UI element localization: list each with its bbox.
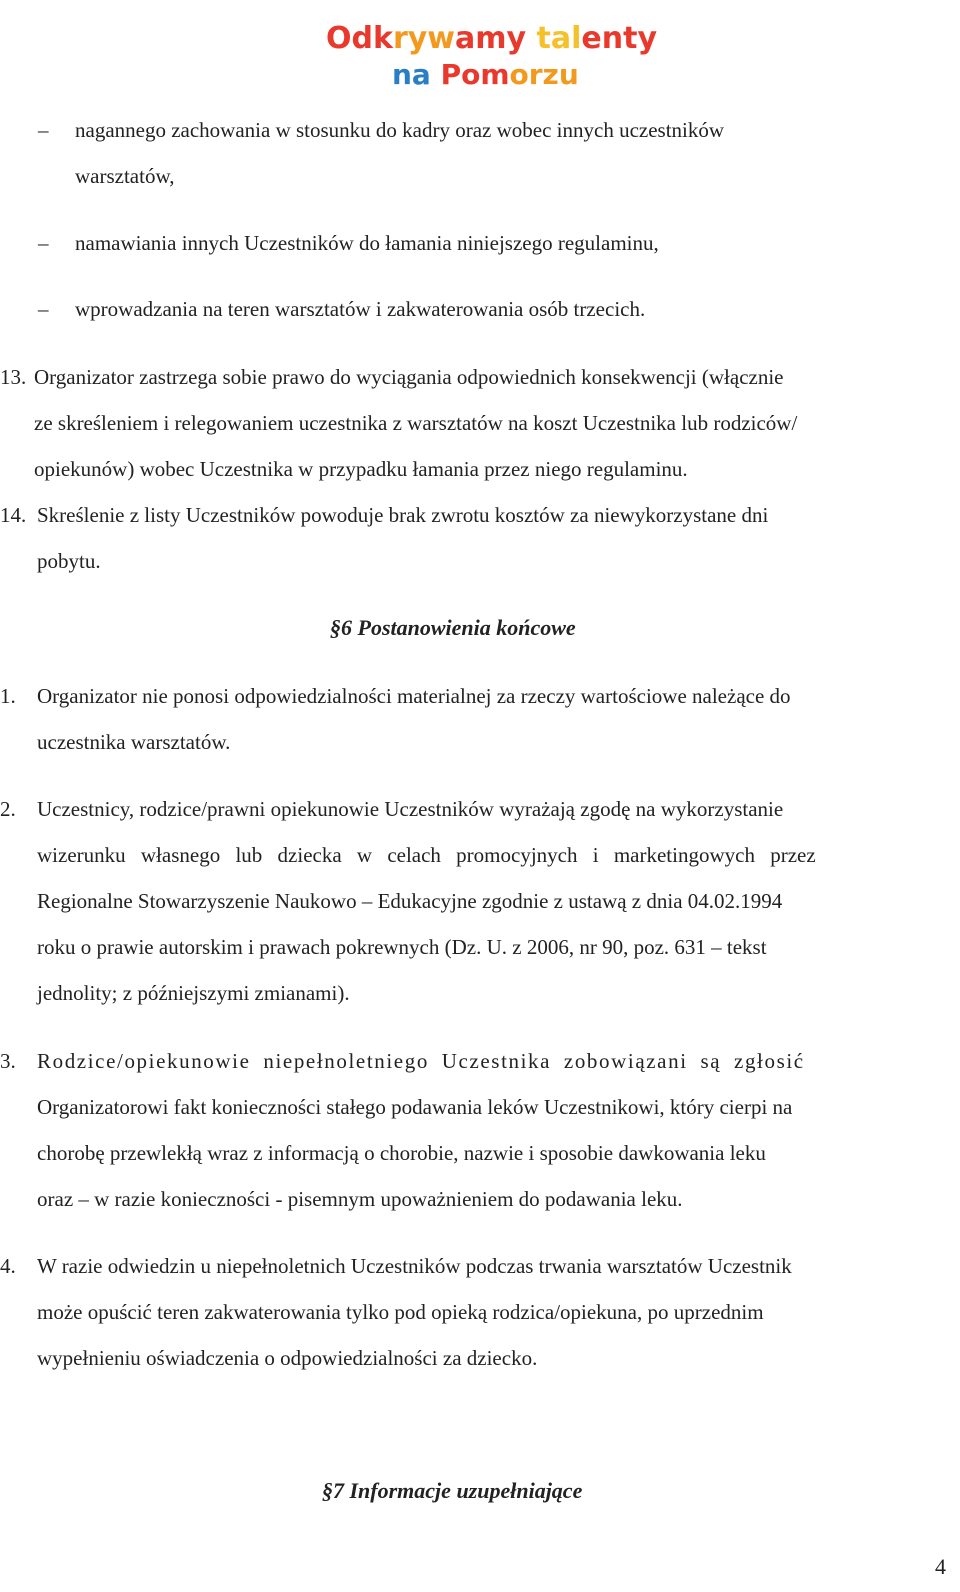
- s6-item-3-line-3: chorobę przewlekłą wraz z informacją o chorobie, nazwie i sposobie dawkowania leku: [37, 1141, 766, 1165]
- s6-item-2-line-1: Uczestnicy, rodzice/prawni opiekunowie Uczestników wyrażają zgodę na wykorzystanie: [37, 797, 784, 821]
- item-13-line-3: opiekunów) wobec Uczestnika w przypadku łamania przez niego regulaminu.: [34, 457, 688, 481]
- section-7-heading: §7 Informacje uzupełniające: [322, 1478, 583, 1503]
- item-14-line-1: Skreślenie z listy Uczestników powoduje brak zwrotu kosztów za niewykorzystane dni: [37, 503, 769, 527]
- item-13-line-1: Organizator zastrzega sobie prawo do wyciągania odpowiednich konsekwencji (włącznie: [34, 365, 784, 389]
- item-14-number: 14.: [0, 503, 27, 527]
- s6-item-2-line-5: jednolity; z późniejszymi zmianami).: [37, 981, 350, 1005]
- s6-item-1-line-2: uczestnika warsztatów.: [37, 730, 231, 754]
- s6-item-2-number: 2.: [0, 797, 16, 821]
- bullet-marker: –: [38, 231, 49, 255]
- bullet-1-line-1: [75, 117, 941, 143]
- s6-item-4-line-1: W razie odwiedzin u niepełnoletnich Uczestników podczas trwania warsztatów Uczestnik: [37, 1254, 792, 1278]
- item-13-number: 13.: [0, 365, 27, 389]
- page-number: 4: [935, 1554, 946, 1579]
- s6-item-3-line-2: Organizatorowi fakt konieczności stałego podawania leków Uczestnikowi, który cierpi na: [37, 1095, 793, 1119]
- bullet-text: nagannego zachowania w stosunku do kadry oraz wobec innych uczestników: [75, 118, 725, 142]
- s6-item-3-line-4: oraz – w razie konieczności - pisemnym upoważnieniem do podawania leku.: [37, 1187, 683, 1211]
- s6-item-2-line-4: roku o prawie autorskim i prawach pokrewnych (Dz. U. z 2006, nr 90, poz. 631 – tekst: [37, 935, 767, 959]
- s6-item-2-line-2: wizerunku własnego lub dziecka w celach promocyjnych i marketingowych przez: [37, 843, 816, 867]
- logo-line2: na Pomorzu: [392, 58, 579, 91]
- logo: [318, 4, 658, 94]
- s6-item-4-line-2: może opuścić teren zakwaterowania tylko pod opieką rodzica/opiekuna, po uprzednim: [37, 1300, 764, 1324]
- s6-item-3-line-1: Rodzice/opiekunowie niepełnoletniego Uczestnika zobowiązani są zgłosić: [37, 1049, 805, 1073]
- logo-line1: Odkrywamy talenty: [326, 21, 658, 56]
- item-13-line-2: ze skreśleniem i relegowaniem uczestnika z warsztatów na koszt Uczestnika lub rodziców/: [34, 411, 798, 435]
- s6-item-1-line-1: Organizator nie ponosi odpowiedzialności materialnej za rzeczy wartościowe należące do: [37, 684, 791, 708]
- bullet-3-line-1: wprowadzania na teren warsztatów i zakwaterowania osób trzecich.: [75, 297, 646, 321]
- section-6-heading: §6 Postanowienia końcowe: [330, 615, 576, 640]
- item-14-line-2: pobytu.: [37, 549, 101, 573]
- s6-item-2-line-3: Regionalne Stowarzyszenie Naukowo – Edukacyjne zgodnie z ustawą z dnia 04.02.1994: [37, 889, 783, 913]
- bullet-marker: –: [38, 118, 49, 142]
- s6-item-4-line-3: wypełnieniu oświadczenia o odpowiedzialności za dziecko.: [37, 1346, 538, 1370]
- s6-item-1-number: 1.: [0, 684, 16, 708]
- bullet-marker: –: [38, 297, 49, 321]
- bullet-1-line-2: warsztatów,: [75, 164, 175, 188]
- bullet-2-line-1: namawiania innych Uczestników do łamania niniejszego regulaminu,: [75, 231, 659, 255]
- s6-item-4-number: 4.: [0, 1254, 16, 1278]
- s6-item-3-number: 3.: [0, 1049, 16, 1073]
